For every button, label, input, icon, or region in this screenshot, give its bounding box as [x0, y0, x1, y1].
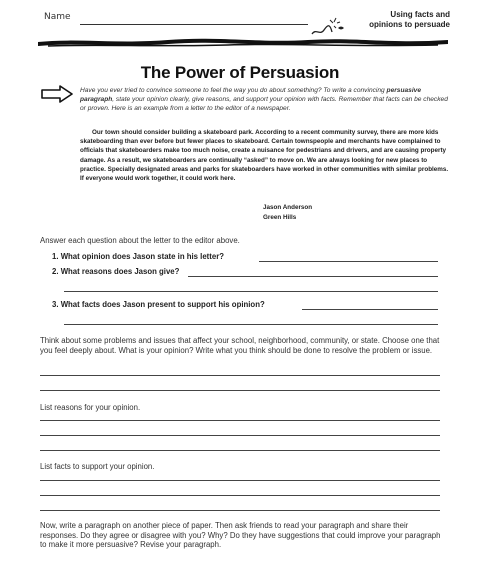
writing-line[interactable] [40, 510, 440, 511]
answer-line[interactable] [302, 309, 438, 310]
signature-name: Jason Anderson [263, 204, 313, 211]
question-text: What reasons does Jason give? [60, 267, 180, 276]
facts-label: List facts to support your opinion. [40, 462, 155, 471]
intro-paragraph [80, 86, 450, 113]
skill-line-1: Using facts and [390, 10, 450, 19]
name-label: Name [44, 12, 71, 22]
writing-line[interactable] [40, 480, 440, 481]
header-brush-divider [38, 38, 448, 48]
question-3 [52, 300, 265, 309]
arrow-icon [40, 85, 74, 103]
intro-text-1: Have you ever tried to convince someone to feel the way you do about something? To write a convincing [80, 87, 387, 94]
question-text: What opinion does Jason state in his letter? [60, 252, 225, 261]
letter-body: Our town should consider building a skateboard park. According to a recent community survey, there are more kids skateboarding than ever before but fewer places to skateboard. Certain townspeople and merchants have complained to officials that skateboarders make too much noise, create a nuisance for pedestrians and drivers, and are causing property damage. As a result, we skateboarders are continually “asked” to move on. We are always looking for new places to practice. Specially designated areas and parks for skateboarders have worked in other communities with similar problems. If everyone would work together, it could work here. [80, 129, 449, 183]
writing-line[interactable] [40, 375, 440, 376]
question-number: 1. [52, 252, 59, 261]
skill-label [369, 10, 450, 30]
writing-line[interactable] [40, 420, 440, 421]
answer-line[interactable] [64, 291, 438, 292]
writing-line[interactable] [40, 450, 440, 451]
intro-text-2: , state your opinion clearly, give reasons, and support your opinion with facts. Remember that facts can be checked or proven. Here is an example from a letter to the editor of a newspaper. [80, 96, 448, 112]
prompt-paragraph: Think about some problems and issues that affect your school, neighborhood, community, or state. Choose one that you feel deeply about. What is your opinion? Write what you think should be done to resolve the problem or issue. [40, 336, 440, 355]
question-1 [52, 252, 224, 261]
final-instruction: Now, write a paragraph on another piece of paper. Then ask friends to read your paragraph and share their responses. Do they agree or disagree with you? Why? Do they have suggestions that could improve your paragraph to make it more persuasive? Revise your paragraph. [40, 521, 441, 550]
questions-instruction: Answer each question about the letter to the editor above. [40, 236, 240, 245]
writing-line[interactable] [40, 495, 440, 496]
scribble-icon [310, 14, 350, 40]
name-line[interactable] [80, 24, 308, 25]
question-2 [52, 267, 179, 276]
intro-bold-term: persuasive paragraph [80, 87, 422, 103]
reasons-label: List reasons for your opinion. [40, 403, 141, 412]
question-number: 2. [52, 267, 59, 276]
question-number: 3. [52, 300, 59, 309]
skill-line-2: opinions to persuade [369, 20, 450, 29]
answer-line[interactable] [64, 324, 438, 325]
answer-line[interactable] [259, 261, 438, 262]
signature-place: Green Hills [263, 214, 297, 221]
page-title: The Power of Persuasion [140, 63, 340, 82]
writing-line[interactable] [40, 435, 440, 436]
writing-line[interactable] [40, 390, 440, 391]
answer-line[interactable] [188, 276, 438, 277]
question-text: What facts does Jason present to support his opinion? [60, 300, 265, 309]
